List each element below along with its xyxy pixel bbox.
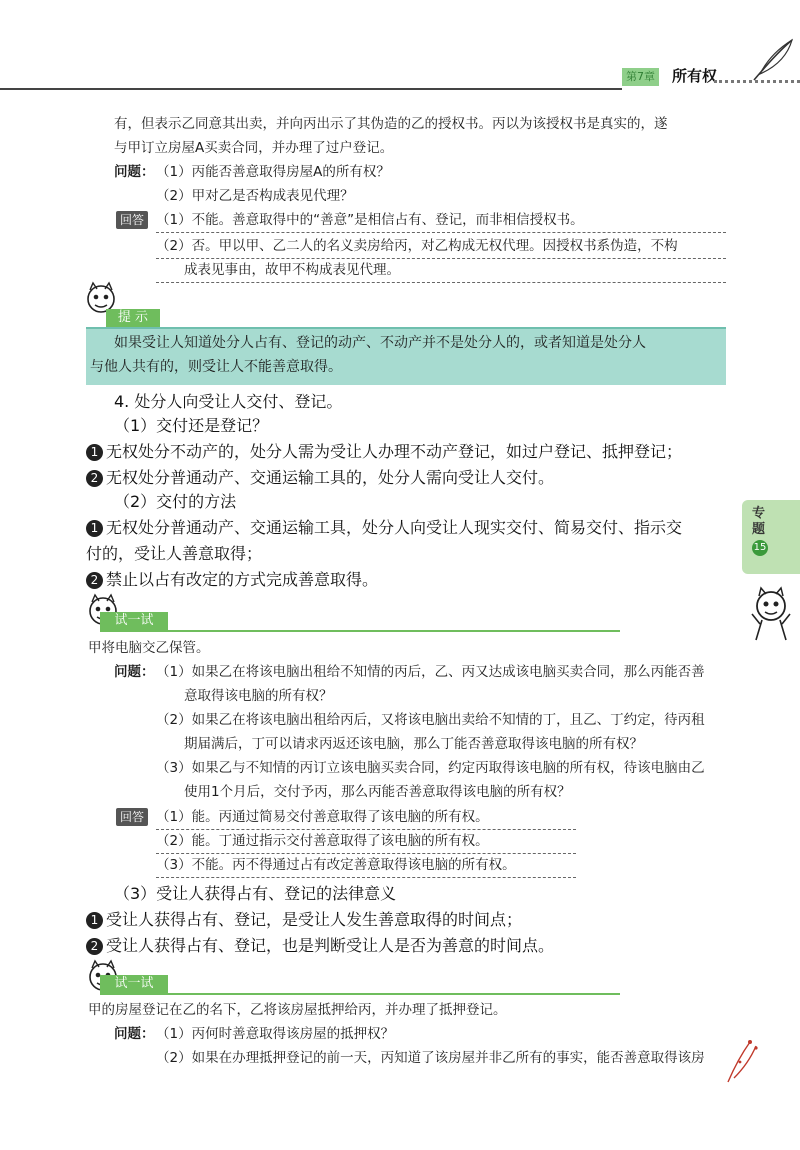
item-text: 受让人获得占有、登记，也是判断受让人是否为善意的时间点。: [106, 936, 555, 955]
answer-item: （3）不能。丙不得通过占有改定善意取得该电脑的所有权。: [156, 853, 576, 878]
mascot-icon: [744, 584, 798, 644]
marker-1: 1: [86, 912, 103, 929]
header-rule: [0, 88, 622, 90]
para-line: 与甲订立房屋A买卖合同，并办理了过户登记。: [114, 140, 394, 156]
marker-2: 2: [86, 572, 103, 589]
chapter-title: 所有权: [672, 67, 718, 85]
marker-2: 2: [86, 470, 103, 487]
answer-badge: 回答: [116, 211, 148, 229]
chapter-chip: 第7章: [622, 68, 659, 86]
try-rule: [100, 630, 620, 632]
subsection-heading: （2）交付的方法: [114, 492, 237, 511]
marker-1: 1: [86, 520, 103, 537]
question-item: （2）如果在办理抵押登记的前一天，丙知道了该房屋并非乙所有的事实，能否善意取得该房: [156, 1050, 705, 1066]
try-intro: 甲将电脑交乙保管。: [88, 640, 210, 656]
answer-badge: 回答: [116, 808, 148, 826]
marker-1: 1: [86, 444, 103, 461]
answer-item: （2）否。甲以甲、乙二人的名义卖房给丙，对乙构成无权代理。因授权书系伪造，不构: [156, 234, 726, 259]
question-item: （2）如果乙在将该电脑出租给丙后，又将该电脑出卖给不知情的丁，且乙、丁约定，待丙租: [156, 712, 705, 728]
question-item: （1）如果乙在将该电脑出租给不知情的丙后，乙、丙又达成该电脑买卖合同，那么丙能否善: [156, 664, 705, 680]
try-tag: 试一试: [100, 975, 168, 993]
question-label: 问题：: [114, 664, 155, 680]
question-item-cont: 期届满后，丁可以请求丙返还该电脑，那么丁能否善意取得该电脑的所有权？: [184, 736, 643, 752]
question-item-cont: 意取得该电脑的所有权？: [184, 688, 333, 704]
numbered-item: [86, 514, 682, 542]
item-text: 受让人获得占有、登记，是受让人发生善意取得的时间点；: [106, 910, 523, 929]
section-heading: 4. 处分人向受让人交付、登记。: [114, 392, 343, 411]
answer-item-cont: [156, 258, 726, 283]
question-item: （1）丙能否善意取得房屋A的所有权？: [156, 164, 390, 180]
answer-item: （1）能。丙通过简易交付善意取得了该电脑的所有权。: [156, 805, 576, 830]
item-text: 禁止以占有改定的方式完成善意取得。: [106, 570, 379, 589]
tip-line: 如果受让人知道处分人占有、登记的动产、不动产并不是处分人的，或者知道是处分人: [114, 335, 646, 351]
item-text: 无权处分普通动产、交通运输工具，处分人向受让人现实交付、简易交付、指示交: [106, 518, 683, 537]
try-intro: 甲的房屋登记在乙的名下，乙将该房屋抵押给丙，并办理了抵押登记。: [88, 1002, 507, 1018]
try-tag: 试一试: [100, 612, 168, 630]
para-line: 有，但表示乙同意其出卖，并向丙出示了其伪造的乙的授权书。丙以为该授权书是真实的，遂: [114, 116, 668, 132]
question-item: （1）丙何时善意取得该房屋的抵押权？: [156, 1026, 395, 1042]
question-label: 问题：: [114, 164, 155, 180]
try-rule: [100, 993, 620, 995]
question-item: （3）如果乙与不知情的丙订立该电脑买卖合同，约定丙取得该电脑的所有权，待该电脑由乙: [156, 760, 705, 776]
side-tab-number: 15: [752, 540, 768, 556]
subsection-heading: （1）交付还是登记？: [114, 416, 269, 435]
question-item-cont: 使用1个月后，交付予丙，那么丙能否善意取得该电脑的所有权？: [184, 784, 571, 800]
answer-text: 成表见事由，故甲不构成表见代理。: [184, 262, 400, 278]
numbered-item: [86, 932, 554, 960]
numbered-item: [86, 566, 378, 594]
question-label: 问题：: [114, 1026, 155, 1042]
stamp-flourish-icon: [720, 1032, 764, 1088]
side-tab: [742, 500, 800, 574]
item-text: 无权处分普通动产、交通运输工具的，处分人需向受让人交付。: [106, 468, 555, 487]
answer-item: （2）能。丁通过指示交付善意取得了该电脑的所有权。: [156, 829, 576, 854]
numbered-item-cont: 付的，受让人善意取得；: [86, 544, 263, 563]
numbered-item: [86, 906, 522, 934]
question-item: （2）甲对乙是否构成表见代理？: [156, 188, 354, 204]
tip-tag: 提 示: [106, 309, 160, 327]
item-text: 无权处分不动产的，处分人需为受让人办理不动产登记，如过户登记、抵押登记；: [106, 442, 683, 461]
subsection-heading: （3）受让人获得占有、登记的法律意义: [114, 884, 397, 903]
tip-line: 与他人共有的，则受让人不能善意取得。: [90, 359, 342, 375]
answer-item: （1）不能。善意取得中的“善意”是相信占有、登记，而非相信授权书。: [156, 208, 726, 233]
marker-2: 2: [86, 938, 103, 955]
feather-icon: [748, 36, 796, 84]
numbered-item: [86, 438, 682, 466]
side-tab-label: 专题: [752, 506, 766, 537]
